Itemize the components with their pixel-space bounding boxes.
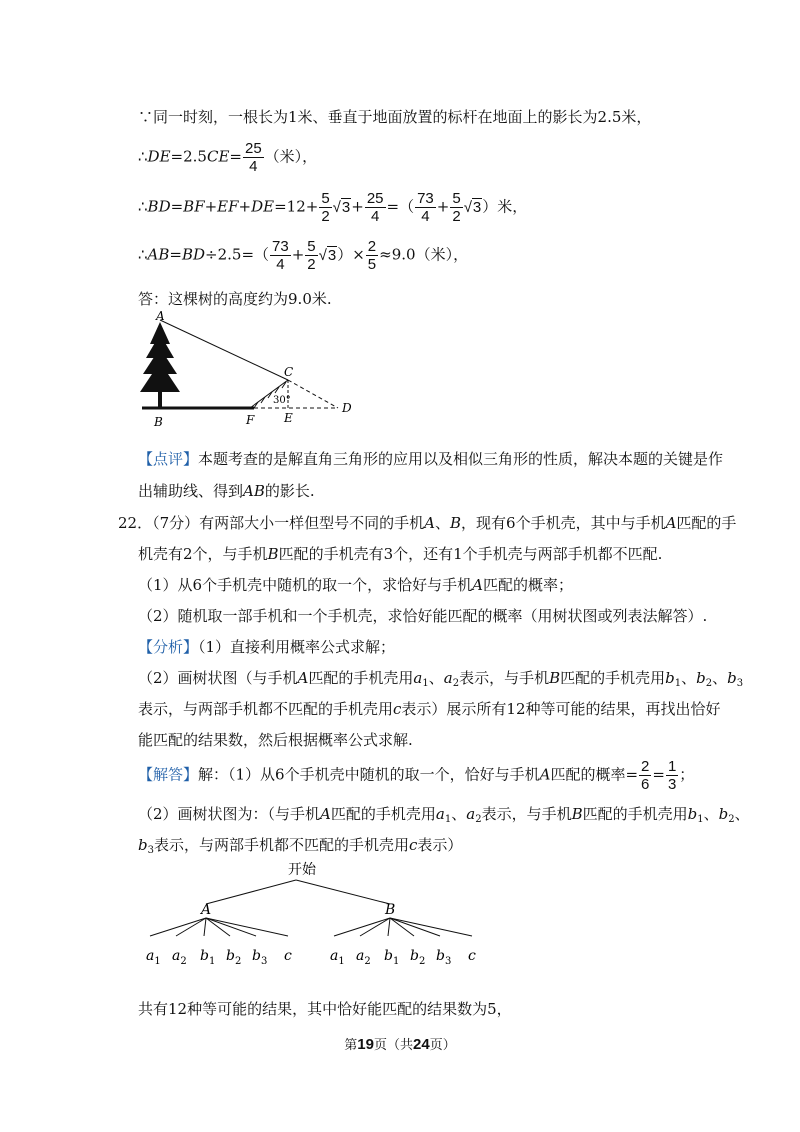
denominator: 3: [667, 776, 677, 793]
tree-leaf: $a_1$: [146, 948, 161, 967]
line-ac: [160, 320, 288, 380]
text: ÷2.5=（: [205, 245, 270, 264]
q22-part-2: （2）随机取一部手机和一个手机壳，求恰好能匹配的概率（用树状图或列表法解答）.: [138, 607, 708, 625]
numerator: 25: [366, 190, 384, 207]
subscript: 2: [452, 678, 460, 689]
text: ）×: [337, 245, 365, 264]
var: a: [466, 805, 476, 823]
text-line-3: [138, 190, 527, 225]
var: A: [665, 514, 677, 532]
text: ）米，: [482, 197, 528, 216]
var: a: [435, 805, 445, 823]
tree-edge-leaf: [150, 918, 206, 936]
text: 表示）展示所有12种等可能的结果，再找出恰好: [401, 700, 721, 718]
tree-leaf: $b_2$: [226, 948, 242, 967]
text: ，现有6个手机壳，其中与手机: [461, 514, 666, 532]
subscript: 3: [147, 845, 154, 856]
var: B: [267, 545, 279, 563]
text: 匹配的概率；: [482, 576, 573, 594]
tree-edges: [150, 880, 472, 936]
label-c: C: [284, 365, 294, 379]
subscript: 1: [422, 678, 429, 689]
text: =2.5: [170, 147, 207, 166]
tree-diagram: [128, 856, 498, 980]
text: 页（共: [373, 1038, 413, 1053]
numerator: 2: [367, 238, 377, 255]
text: 、: [428, 669, 444, 687]
radicand: 3: [472, 198, 482, 216]
var: A: [297, 669, 309, 687]
var: B: [450, 514, 462, 532]
text: 出辅助线、得到: [138, 482, 244, 500]
text: 本题考查的是解直角三角形的应用以及相似三角形的性质，解决本题的关键是作: [198, 450, 724, 468]
text: +: [436, 197, 450, 216]
label-e: E: [284, 411, 293, 425]
text: 表示，与手机: [459, 669, 550, 687]
page-footer: [0, 1034, 800, 1053]
fraction: [366, 238, 378, 273]
answer-line: 答：这棵树的高度约为9.0米.: [138, 290, 332, 308]
line-cd: [288, 380, 338, 408]
text: +: [291, 245, 305, 264]
denominator: 2: [321, 208, 330, 225]
text: 匹配的手机壳有3个，还有1个手机壳与两部手机都不匹配.: [278, 545, 663, 563]
q22-line-1: [118, 514, 736, 532]
radicand: 3: [327, 246, 337, 264]
tree-root: 开始: [288, 862, 316, 878]
text: 页）: [429, 1038, 456, 1053]
var: A: [424, 514, 435, 532]
tree-leaf: c: [468, 948, 476, 964]
var: b: [687, 805, 698, 823]
tree-labels: [146, 902, 476, 967]
sqrt: √3: [332, 198, 351, 216]
tree-icon: [140, 322, 180, 408]
text: =: [652, 765, 665, 784]
comment-tag: 【点评】: [138, 450, 199, 468]
var: a: [413, 669, 423, 687]
tree-leaf: $b_1$: [200, 948, 216, 967]
text: 匹配的手机壳用: [560, 669, 666, 687]
numerator: 5: [321, 190, 330, 207]
text: 匹配的手机壳用: [330, 805, 436, 823]
numerator: 5: [307, 238, 316, 255]
denominator: 4: [249, 158, 258, 175]
text: ；: [679, 765, 695, 784]
denominator: 2: [452, 208, 461, 225]
answer-line-1: [138, 758, 694, 793]
var: b: [727, 669, 737, 687]
subscript: 1: [444, 814, 452, 825]
var: B: [549, 669, 561, 687]
label-b: B: [154, 415, 163, 429]
tree-edge-root-1: [296, 880, 390, 904]
var-ce: CE: [206, 147, 230, 166]
numerator: 25: [244, 140, 262, 157]
text: （1）从6个手机壳中随机的取一个，求恰好与手机: [138, 576, 473, 594]
text: 表示，与两部手机都不匹配的手机壳用: [138, 700, 394, 718]
answer-tag: 【解答】: [138, 765, 199, 784]
text-line-2: [138, 140, 317, 175]
text: （1）直接利用概率公式求解；: [198, 638, 396, 656]
tree-leaf: c: [284, 948, 292, 964]
sqrt: √3: [463, 198, 482, 216]
text: +: [351, 197, 364, 216]
text: 解：（1）从6个手机壳中随机的取一个，恰好与手机: [198, 765, 540, 784]
denominator: 4: [276, 256, 285, 273]
subscript: 2: [728, 814, 735, 825]
denominator: 4: [421, 208, 430, 225]
var: c: [409, 836, 418, 854]
subscript: 3: [736, 678, 744, 689]
comment-line-2: [138, 482, 315, 500]
text: 表示）: [417, 836, 463, 854]
numerator: 2: [641, 758, 650, 775]
tree-leaf: $b_3$: [252, 948, 268, 967]
var: B: [571, 805, 583, 823]
fraction: [365, 190, 386, 225]
numerator: 5: [452, 190, 461, 207]
tree-edge-root-0: [206, 880, 296, 904]
tree-leaf: $b_1$: [384, 948, 400, 967]
tree-leaf: $b_2$: [410, 948, 426, 967]
sqrt: √3: [318, 246, 337, 264]
var: b: [718, 805, 729, 823]
text: 、: [712, 669, 728, 687]
fraction: [639, 758, 651, 793]
text: 匹配的手机壳用: [582, 805, 688, 823]
tree-leaf: $a_2$: [356, 948, 371, 967]
text: ≈9.0（米），: [379, 245, 469, 264]
label-a: A: [156, 309, 165, 323]
q22-line-2: [138, 545, 662, 563]
tree-leaf: $a_1$: [330, 948, 345, 967]
label-d: D: [342, 401, 352, 415]
var: A: [472, 576, 483, 594]
analysis-tag: 【分析】: [138, 638, 199, 656]
geometry-figure: [128, 308, 368, 430]
text: 22．（7分）有两部大小一样但型号不同的手机: [118, 514, 425, 532]
analysis-line-3: [138, 700, 721, 718]
numerator: 1: [667, 758, 677, 775]
denominator: 5: [367, 256, 377, 273]
tree-edge-leaf: [334, 918, 390, 936]
denominator: 2: [307, 256, 316, 273]
var: c: [393, 700, 402, 718]
text: =（: [386, 197, 415, 216]
numerator: 73: [272, 238, 289, 255]
comment-line-1: [138, 450, 723, 468]
var: A: [320, 805, 331, 823]
var: b: [665, 669, 675, 687]
label-f: F: [246, 413, 255, 427]
tree-node-b: B: [385, 902, 396, 918]
page-total: 24: [413, 1036, 430, 1053]
text: （2）画树状图（与手机: [138, 669, 298, 687]
denominator: 6: [641, 776, 650, 793]
analysis-line-1: [138, 638, 395, 656]
text: 、: [451, 805, 467, 823]
fraction: [319, 190, 331, 225]
var: A: [539, 765, 551, 784]
radicand: 3: [341, 198, 351, 216]
text: 表示，与手机: [481, 805, 572, 823]
text: （2）画树状图为：（与手机: [138, 805, 321, 823]
text: 、: [681, 669, 697, 687]
text-line-4: [138, 238, 468, 273]
text: 匹配的概率=: [550, 765, 639, 784]
fraction: [305, 238, 317, 273]
fraction: [666, 758, 678, 793]
var: a: [443, 669, 453, 687]
text: 匹配的手机壳用: [308, 669, 414, 687]
expr: BD=BF+EF+DE: [147, 197, 275, 216]
fraction: [415, 190, 436, 225]
numerator: 73: [417, 190, 434, 207]
var-de: DE: [147, 147, 171, 166]
text: 、: [434, 514, 450, 532]
text: =: [229, 147, 242, 166]
text: 、: [703, 805, 719, 823]
subscript: 2: [705, 678, 713, 689]
result-line: 共有12种等可能的结果，其中恰好能匹配的结果数为5，: [138, 1000, 512, 1018]
text: 机壳有2个，与手机: [138, 545, 268, 563]
therefore: ∴: [138, 197, 148, 216]
page-number: 19: [357, 1036, 374, 1053]
expr: AB=BD: [147, 245, 206, 264]
tree-edge-leaf: [360, 918, 390, 936]
text-line-1: ∵同一时刻，一根长为1米、垂直于地面放置的标杆在地面上的影长为2.5米，: [138, 108, 652, 126]
text: 第: [344, 1038, 358, 1053]
var: b: [138, 836, 148, 854]
text: 表示，与两部手机都不匹配的手机壳用: [153, 836, 409, 854]
var: b: [696, 669, 706, 687]
therefore: ∴: [138, 245, 148, 264]
q22-part-1: [138, 576, 573, 594]
text: 、: [734, 805, 750, 823]
fraction: [270, 238, 291, 273]
subscript: 1: [674, 678, 682, 689]
subscript: 2: [475, 814, 482, 825]
analysis-line-4: 能匹配的结果数，然后根据概率公式求解.: [138, 731, 413, 749]
tree-node-a: A: [201, 902, 212, 918]
tree-edge-leaf: [204, 918, 206, 936]
text: 的影长.: [264, 482, 315, 500]
denominator: 4: [370, 208, 380, 225]
answer-line-3: [138, 836, 462, 854]
analysis-line-2: [138, 669, 743, 687]
text: =12+: [274, 197, 319, 216]
therefore: ∴: [138, 147, 148, 166]
answer-line-2: [138, 805, 750, 823]
text: （米），: [264, 147, 318, 166]
fraction: [450, 190, 462, 225]
tree-leaf: $a_2$: [172, 948, 187, 967]
tree-edge-leaf: [176, 918, 206, 936]
text: 匹配的手: [676, 514, 737, 532]
tree-leaf: $b_3$: [436, 948, 452, 967]
angle-label: 30°: [273, 395, 291, 406]
subscript: 1: [697, 814, 704, 825]
var: AB: [243, 482, 265, 500]
tree-edge-leaf: [388, 918, 390, 936]
fraction: [243, 140, 264, 175]
